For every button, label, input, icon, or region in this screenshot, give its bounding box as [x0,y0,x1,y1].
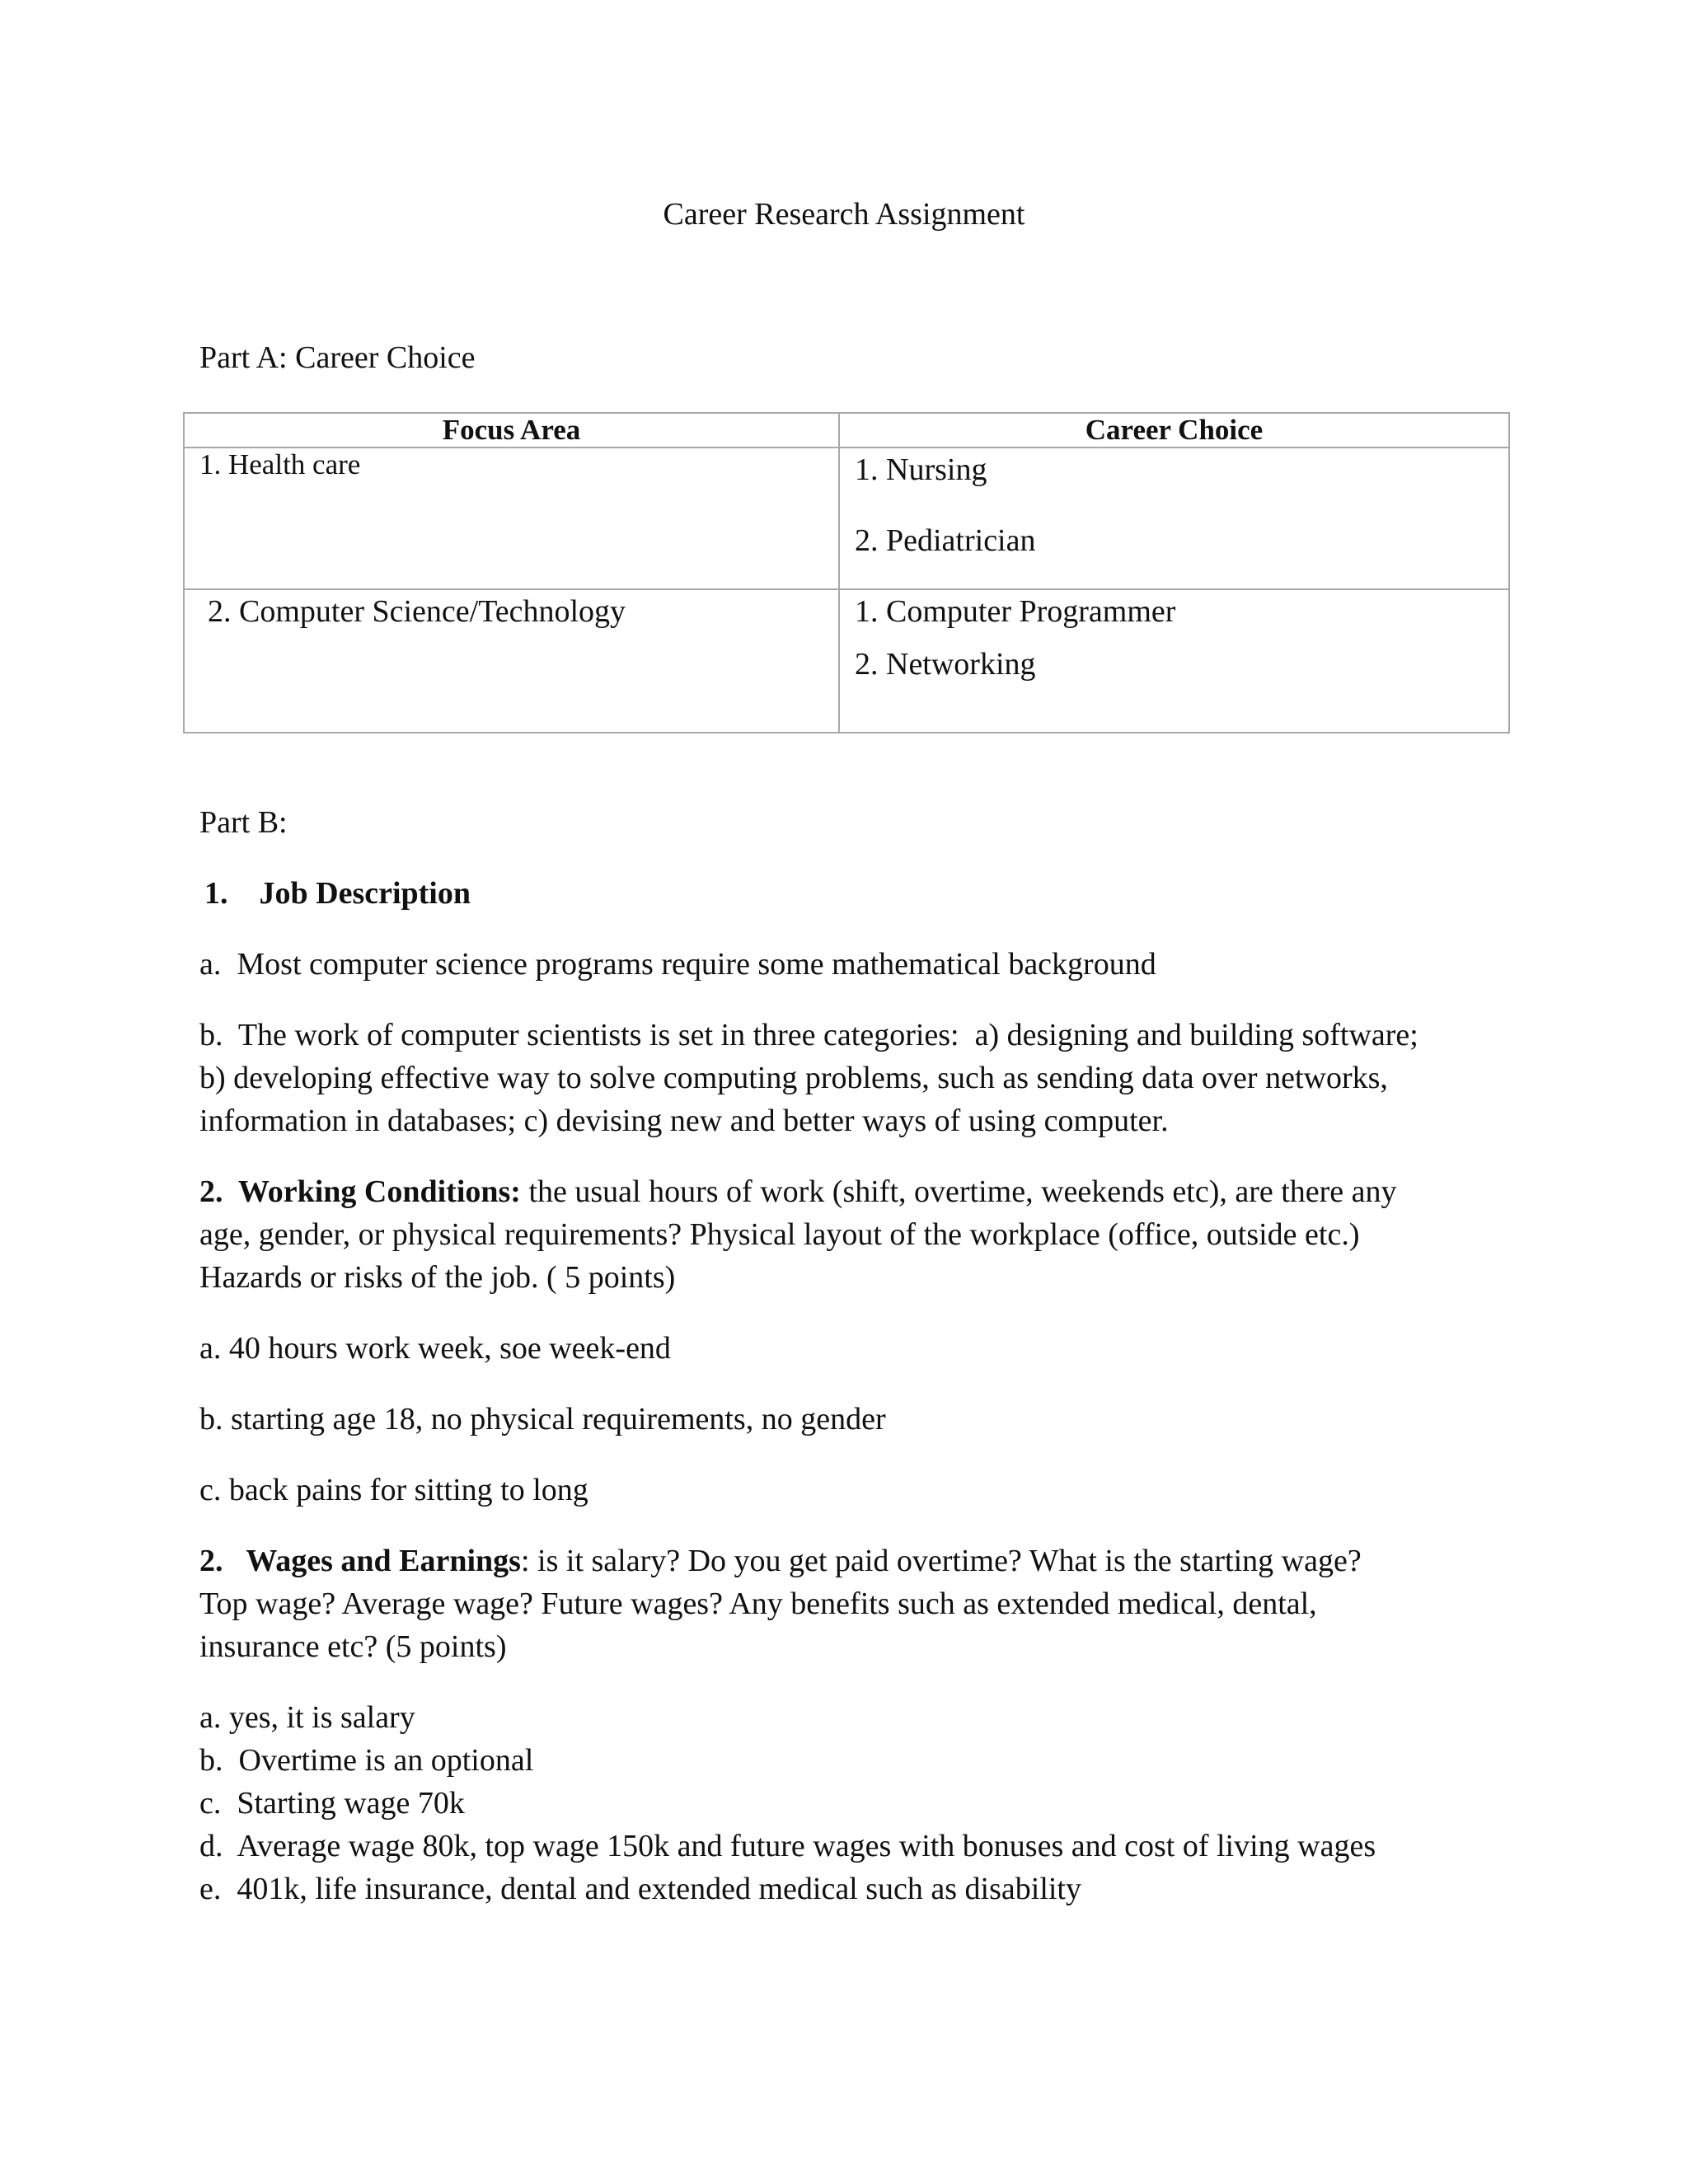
part-b-heading: Part B: [199,805,288,840]
focus-area-text: 1. Health care [199,448,361,480]
working-conditions-paragraph [199,1170,1397,1213]
wages-answer: c. Starting wage 70k [199,1786,465,1821]
table-header-row [184,413,1509,448]
working-conditions-line: age, gender, or physical requirements? Physical layout of the workplace (office, outside etc.) [199,1217,1360,1252]
wages-line: Top wage? Average wage? Future wages? Any benefits such as extended medical, dental, [199,1586,1317,1621]
job-description-heading: 1. Job Description [204,876,471,911]
table-header-focus-area: Focus Area [184,413,839,448]
working-conditions-answer: a. 40 hours work week, soe week-end [199,1331,671,1366]
table-row [184,589,1509,733]
career-choice-text: 1. Computer Programmer [855,594,1176,629]
job-description-b-line: information in databases; c) devising new and better ways of using computer. [199,1104,1169,1138]
working-conditions-answer: c. back pains for sitting to long [199,1473,588,1507]
table-row [184,448,1509,589]
wages-line: insurance etc? (5 points) [199,1629,507,1664]
career-choice-text: 2. Pediatrician [855,523,1036,558]
wages-answer: e. 401k, life insurance, dental and extended medical such as disability [199,1872,1081,1906]
working-conditions-answer: b. starting age 18, no physical requirements, no gender [199,1402,886,1436]
wages-paragraph [199,1540,1362,1582]
wages-label: 2. Wages and Earnings [199,1544,521,1578]
wages-answer: b. Overtime is an optional [199,1743,534,1778]
working-conditions-label: 2. Working Conditions: [199,1174,521,1209]
job-description-a: a. Most computer science programs require some mathematical background [199,947,1156,982]
table-cell-choices [839,589,1509,733]
working-conditions-line: Hazards or risks of the job. ( 5 points) [199,1260,676,1295]
page-title: Career Research Assignment [663,197,1025,232]
wages-text: : is it salary? Do you get paid overtime? What is the starting wage? [520,1544,1362,1578]
table-cell-focus [184,448,839,589]
table-cell-choices [839,448,1509,589]
career-choice-text: 1. Nursing [855,452,987,487]
job-description-b-line: b) developing effective way to solve computing problems, such as sending data over networks, [199,1061,1388,1095]
wages-answer: d. Average wage 80k, top wage 150k and future wages with bonuses and cost of living wages [199,1829,1376,1863]
table-cell-focus [184,589,839,733]
wages-answer: a. yes, it is salary [199,1700,415,1735]
job-description-b-line: b. The work of computer scientists is set in three categories: a) designing and building software; [199,1018,1418,1052]
working-conditions-text: the usual hours of work (shift, overtime, weekends etc), are there any [520,1174,1397,1209]
career-choice-table [183,412,1510,733]
focus-area-text: 2. Computer Science/Technology [208,594,626,629]
part-a-heading: Part A: Career Choice [199,340,476,375]
career-choice-text: 2. Networking [855,647,1036,682]
table-header-career-choice: Career Choice [839,413,1509,448]
